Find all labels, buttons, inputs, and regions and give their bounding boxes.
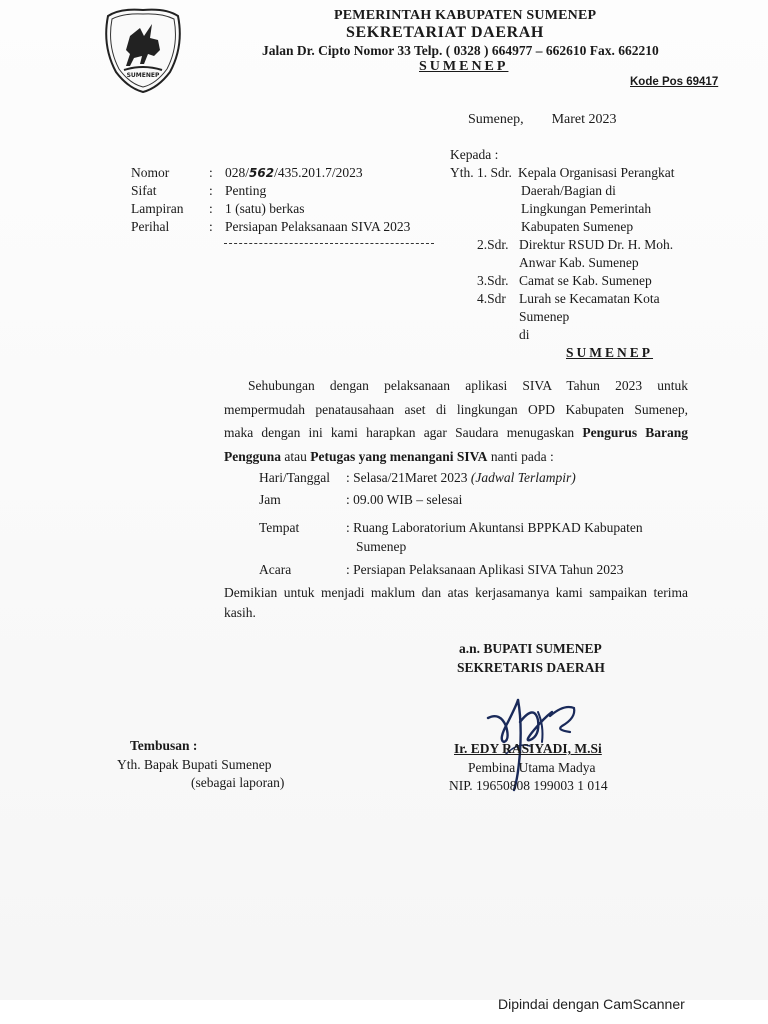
- recipient-4-line: Sumenep: [519, 309, 570, 324]
- sifat-label: Sifat: [131, 183, 157, 198]
- perihal-value: Persiapan Pelaksanaan SIVA 2023: [225, 219, 411, 234]
- closing-paragraph: [224, 583, 688, 623]
- header-government: PEMERINTAH KABUPATEN SUMENEP: [334, 8, 597, 23]
- nomor-value: [225, 165, 363, 181]
- cc-note: (sebagai laporan): [191, 775, 285, 790]
- kepada-label: Kepada :: [450, 147, 499, 162]
- body-line-4-tail: nanti pada :: [490, 448, 554, 464]
- tempat-value-cont: Sumenep: [356, 539, 407, 554]
- signatory-nip: NIP. 19650808 199003 1 014: [449, 778, 608, 793]
- hari-label: Hari/Tanggal: [259, 470, 331, 485]
- recipient-1-prefix: Yth. 1. Sdr.: [450, 165, 512, 180]
- nomor-colon: :: [209, 165, 213, 180]
- signatory-rank: Pembina Utama Madya: [468, 760, 596, 775]
- jam-label: Jam: [259, 492, 281, 507]
- lampiran-value: 1 (satu) berkas: [225, 201, 305, 216]
- recipient-2-line: Direktur RSUD Dr. H. Moh.: [519, 237, 674, 252]
- body-line-3-text: maka dengan ini kami harapkan agar Saudara menugaskan: [224, 425, 575, 440]
- nomor-suffix: /435.201.7/2023: [274, 165, 363, 180]
- lampiran-label: Lampiran: [131, 201, 184, 216]
- nomor-prefix: 028/: [225, 165, 250, 180]
- scanner-watermark: Dipindai dengan CamScanner: [498, 996, 685, 1012]
- body-paragraph: [224, 374, 688, 468]
- body-emphasis: Pengguna: [224, 448, 282, 464]
- recipient-city: SUMENEP: [566, 345, 654, 360]
- acara-label: Acara: [259, 562, 292, 577]
- lampiran-colon: :: [209, 201, 213, 216]
- jam-value: : 09.00 WIB – selesai: [346, 492, 463, 507]
- header-address: Jalan Dr. Cipto Nomor 33 Telp. ( 0328 ) 664977 – 662610 Fax. 662210: [262, 43, 659, 58]
- closing-line-2: kasih.: [224, 605, 256, 620]
- signature-title: SEKRETARIS DAERAH: [457, 660, 605, 675]
- recipient-1-line: Lingkungan Pemerintah: [521, 201, 652, 216]
- recipient-4-prefix: 4.Sdr: [477, 291, 506, 306]
- header-secretariat: SEKRETARIAT DAERAH: [346, 24, 544, 41]
- body-emphasis: Petugas yang menangani SIVA: [310, 448, 488, 464]
- tempat-value: : Ruang Laboratorium Akuntansi BPPKAD Kabupaten: [346, 520, 643, 535]
- body-line-2: mempermudah penatausahaan aset di lingkungan OPD Kabupaten Sumenep,: [224, 401, 688, 417]
- cc-label: Tembusan :: [130, 738, 198, 753]
- sifat-value: Penting: [225, 183, 267, 198]
- hari-value: [346, 470, 576, 486]
- recipient-di: di: [519, 327, 530, 342]
- recipient-1-line: Kepala Organisasi Perangkat: [518, 165, 675, 180]
- date-month: Maret 2023: [551, 112, 617, 127]
- perihal-colon: :: [209, 219, 213, 234]
- tempat-label: Tempat: [259, 520, 300, 535]
- nomor-handwritten: 562: [249, 166, 275, 180]
- recipient-3-prefix: 3.Sdr.: [477, 273, 509, 288]
- recipient-4-line: Lurah se Kecamatan Kota: [519, 291, 660, 306]
- hari-note: (Jadwal Terlampir): [470, 470, 576, 485]
- logo-caption: SUMENEP: [126, 72, 160, 79]
- body-line-4: [224, 445, 688, 469]
- body-line-1: Sehubungan dengan pelaksanaan aplikasi SIVA Tahun 2023 untuk: [248, 378, 688, 393]
- regency-logo: [100, 6, 186, 94]
- body-line-4-text: atau: [284, 448, 307, 464]
- letter-date: [468, 112, 617, 128]
- body-emphasis: Pengurus Barang: [582, 425, 689, 440]
- header-city: SUMENEP: [419, 59, 509, 74]
- nomor-label: Nomor: [131, 165, 170, 180]
- cc-recipient: Yth. Bapak Bupati Sumenep: [117, 757, 272, 772]
- recipient-3-line: Camat se Kab. Sumenep: [519, 273, 652, 288]
- signature-on-behalf: a.n. BUPATI SUMENEP: [459, 641, 602, 656]
- acara-value: : Persiapan Pelaksanaan Aplikasi SIVA Tahun 2023: [346, 562, 624, 577]
- recipient-1-line: Daerah/Bagian di: [521, 183, 616, 198]
- signatory-name: Ir. EDY RASIYADI, M.Si: [454, 741, 602, 756]
- sifat-colon: :: [209, 183, 213, 198]
- closing-line-1: Demikian untuk menjadi maklum dan atas kerjasamanya kami sampaikan terima: [224, 585, 688, 600]
- perihal-label: Perihal: [131, 219, 170, 234]
- postal-code: Kode Pos 69417: [630, 76, 719, 88]
- recipient-2-line: Anwar Kab. Sumenep: [519, 255, 639, 270]
- recipient-1-line: Kabupaten Sumenep: [521, 219, 634, 234]
- perihal-underline: [224, 243, 434, 244]
- recipient-2-prefix: 2.Sdr.: [477, 237, 509, 252]
- hari-date: : Selasa/21Maret 2023: [346, 470, 468, 485]
- body-line-3: [224, 421, 688, 445]
- date-place: Sumenep,: [468, 112, 524, 127]
